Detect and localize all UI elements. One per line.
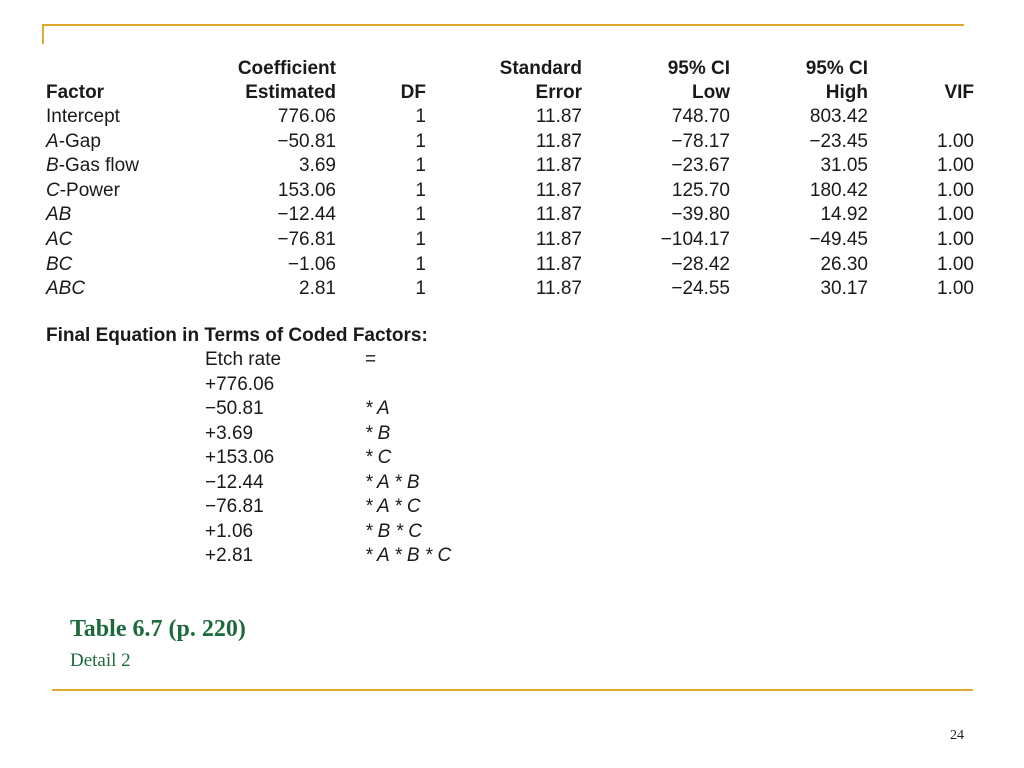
equation-line bbox=[205, 520, 545, 545]
equation-factor: * A bbox=[365, 398, 390, 419]
equation-line bbox=[205, 471, 545, 496]
equation-line bbox=[205, 373, 545, 398]
bottom-rule bbox=[52, 689, 973, 691]
equation-term: −76.81 bbox=[205, 496, 264, 517]
top-rule bbox=[42, 24, 964, 26]
header-vif: VIF bbox=[944, 82, 974, 103]
equation-title: Final Equation in Terms of Coded Factors: bbox=[46, 325, 428, 346]
equation-factor: * A * B bbox=[365, 471, 420, 493]
ci-high-cell: 180.42 bbox=[809, 179, 868, 201]
equation-factor: * B bbox=[365, 422, 391, 444]
table-row bbox=[46, 277, 974, 302]
header-ci-high: 95% CI High bbox=[805, 58, 868, 103]
table-row bbox=[46, 228, 974, 253]
equation-line bbox=[205, 397, 545, 422]
equation-term: +3.69 bbox=[205, 422, 254, 444]
table-row bbox=[46, 130, 974, 155]
standard-error-cell: 11.87 bbox=[535, 228, 582, 250]
table-header-row bbox=[46, 57, 974, 105]
coefficient-cell: 3.69 bbox=[299, 155, 336, 177]
standard-error-cell: 11.87 bbox=[535, 204, 582, 226]
df-cell: 1 bbox=[415, 179, 426, 201]
table-row bbox=[46, 154, 974, 179]
top-rule-tick bbox=[42, 24, 44, 44]
factor-cell: ABC bbox=[46, 278, 86, 300]
ci-high-cell: 31.05 bbox=[820, 155, 868, 177]
equation-term: +2.81 bbox=[205, 545, 254, 566]
standard-error-cell: 11.87 bbox=[535, 278, 582, 300]
ci-high-cell: 14.92 bbox=[820, 204, 868, 226]
ci-low-cell: −23.67 bbox=[671, 155, 730, 177]
df-cell: 1 bbox=[415, 253, 426, 275]
df-cell: 1 bbox=[415, 155, 426, 177]
standard-error-cell: 11.87 bbox=[535, 155, 582, 177]
table-row bbox=[46, 105, 974, 130]
vif-cell: 1.00 bbox=[937, 179, 974, 201]
coefficient-table bbox=[46, 57, 974, 302]
coefficient-cell: 153.06 bbox=[277, 179, 336, 201]
ci-low-cell: −104.17 bbox=[660, 228, 730, 250]
standard-error-cell: 11.87 bbox=[535, 179, 582, 201]
coefficient-cell: 776.06 bbox=[277, 106, 336, 127]
table-row bbox=[46, 253, 974, 278]
vif-cell: 1.00 bbox=[937, 278, 974, 300]
header-coefficient: Coefficient Estimated bbox=[237, 58, 336, 103]
header-standard-error: Standard Error bbox=[499, 58, 582, 103]
ci-low-cell: −28.42 bbox=[671, 253, 730, 275]
equation-factor: = bbox=[365, 349, 377, 370]
caption-subtitle: Detail 2 bbox=[70, 650, 131, 671]
factor-cell: C-Power bbox=[46, 179, 120, 201]
page-number: 24 bbox=[950, 728, 964, 743]
df-cell: 1 bbox=[415, 228, 426, 250]
equation-term: +1.06 bbox=[205, 520, 254, 542]
equation-factor: * A * B * C bbox=[365, 545, 452, 566]
ci-high-cell: 803.42 bbox=[809, 106, 868, 127]
vif-cell: 1.00 bbox=[937, 155, 974, 177]
factor-cell: B-Gas flow bbox=[46, 155, 139, 177]
standard-error-cell: 11.87 bbox=[535, 106, 582, 127]
table-row bbox=[46, 203, 974, 228]
coefficient-cell: −76.81 bbox=[277, 228, 336, 250]
table-row bbox=[46, 179, 974, 204]
coefficient-cell: −1.06 bbox=[287, 253, 336, 275]
equation-line bbox=[205, 422, 545, 447]
header-ci-low: 95% CI Low bbox=[667, 58, 730, 103]
equation-factor: * B * C bbox=[365, 520, 423, 542]
equation-factor bbox=[365, 373, 545, 398]
ci-high-cell: 30.17 bbox=[820, 278, 868, 300]
coefficient-cell: −12.44 bbox=[277, 204, 336, 226]
df-cell: 1 bbox=[415, 106, 426, 127]
factor-cell: AB bbox=[46, 204, 72, 226]
vif-cell bbox=[868, 105, 974, 130]
vif-cell: 1.00 bbox=[937, 228, 974, 250]
vif-cell: 1.00 bbox=[937, 130, 974, 152]
coefficient-cell: −50.81 bbox=[277, 130, 336, 152]
equation-block bbox=[205, 348, 545, 569]
standard-error-cell: 11.87 bbox=[535, 253, 582, 275]
equation-factor: * A * C bbox=[365, 496, 421, 517]
ci-high-cell: −49.45 bbox=[809, 228, 868, 250]
ci-low-cell: −78.17 bbox=[671, 130, 730, 152]
factor-cell: BC bbox=[46, 253, 73, 275]
vif-cell: 1.00 bbox=[937, 204, 974, 226]
factor-cell: Intercept bbox=[46, 106, 120, 127]
ci-high-cell: 26.30 bbox=[820, 253, 868, 275]
header-df: DF bbox=[400, 82, 426, 103]
equation-term: −12.44 bbox=[205, 471, 264, 493]
factor-cell: AC bbox=[46, 228, 73, 250]
ci-low-cell: 125.70 bbox=[671, 179, 730, 201]
caption-title: Table 6.7 (p. 220) bbox=[70, 616, 246, 642]
coefficient-cell: 2.81 bbox=[299, 278, 336, 300]
ci-low-cell: −24.55 bbox=[671, 278, 730, 300]
header-factor: Factor bbox=[46, 82, 105, 103]
equation-term: +776.06 bbox=[205, 373, 275, 395]
equation-factor: * C bbox=[365, 447, 392, 468]
equation-term: −50.81 bbox=[205, 398, 264, 419]
factor-cell: A-Gap bbox=[46, 130, 101, 152]
df-cell: 1 bbox=[415, 130, 426, 152]
df-cell: 1 bbox=[415, 278, 426, 300]
equation-term: Etch rate bbox=[205, 349, 282, 370]
ci-high-cell: −23.45 bbox=[809, 130, 868, 152]
equation-line bbox=[205, 348, 545, 373]
equation-line bbox=[205, 495, 545, 520]
df-cell: 1 bbox=[415, 204, 426, 226]
vif-cell: 1.00 bbox=[937, 253, 974, 275]
ci-low-cell: 748.70 bbox=[671, 106, 730, 127]
equation-line bbox=[205, 544, 545, 569]
equation-term: +153.06 bbox=[205, 447, 275, 468]
equation-line bbox=[205, 446, 545, 471]
standard-error-cell: 11.87 bbox=[535, 130, 582, 152]
ci-low-cell: −39.80 bbox=[671, 204, 730, 226]
